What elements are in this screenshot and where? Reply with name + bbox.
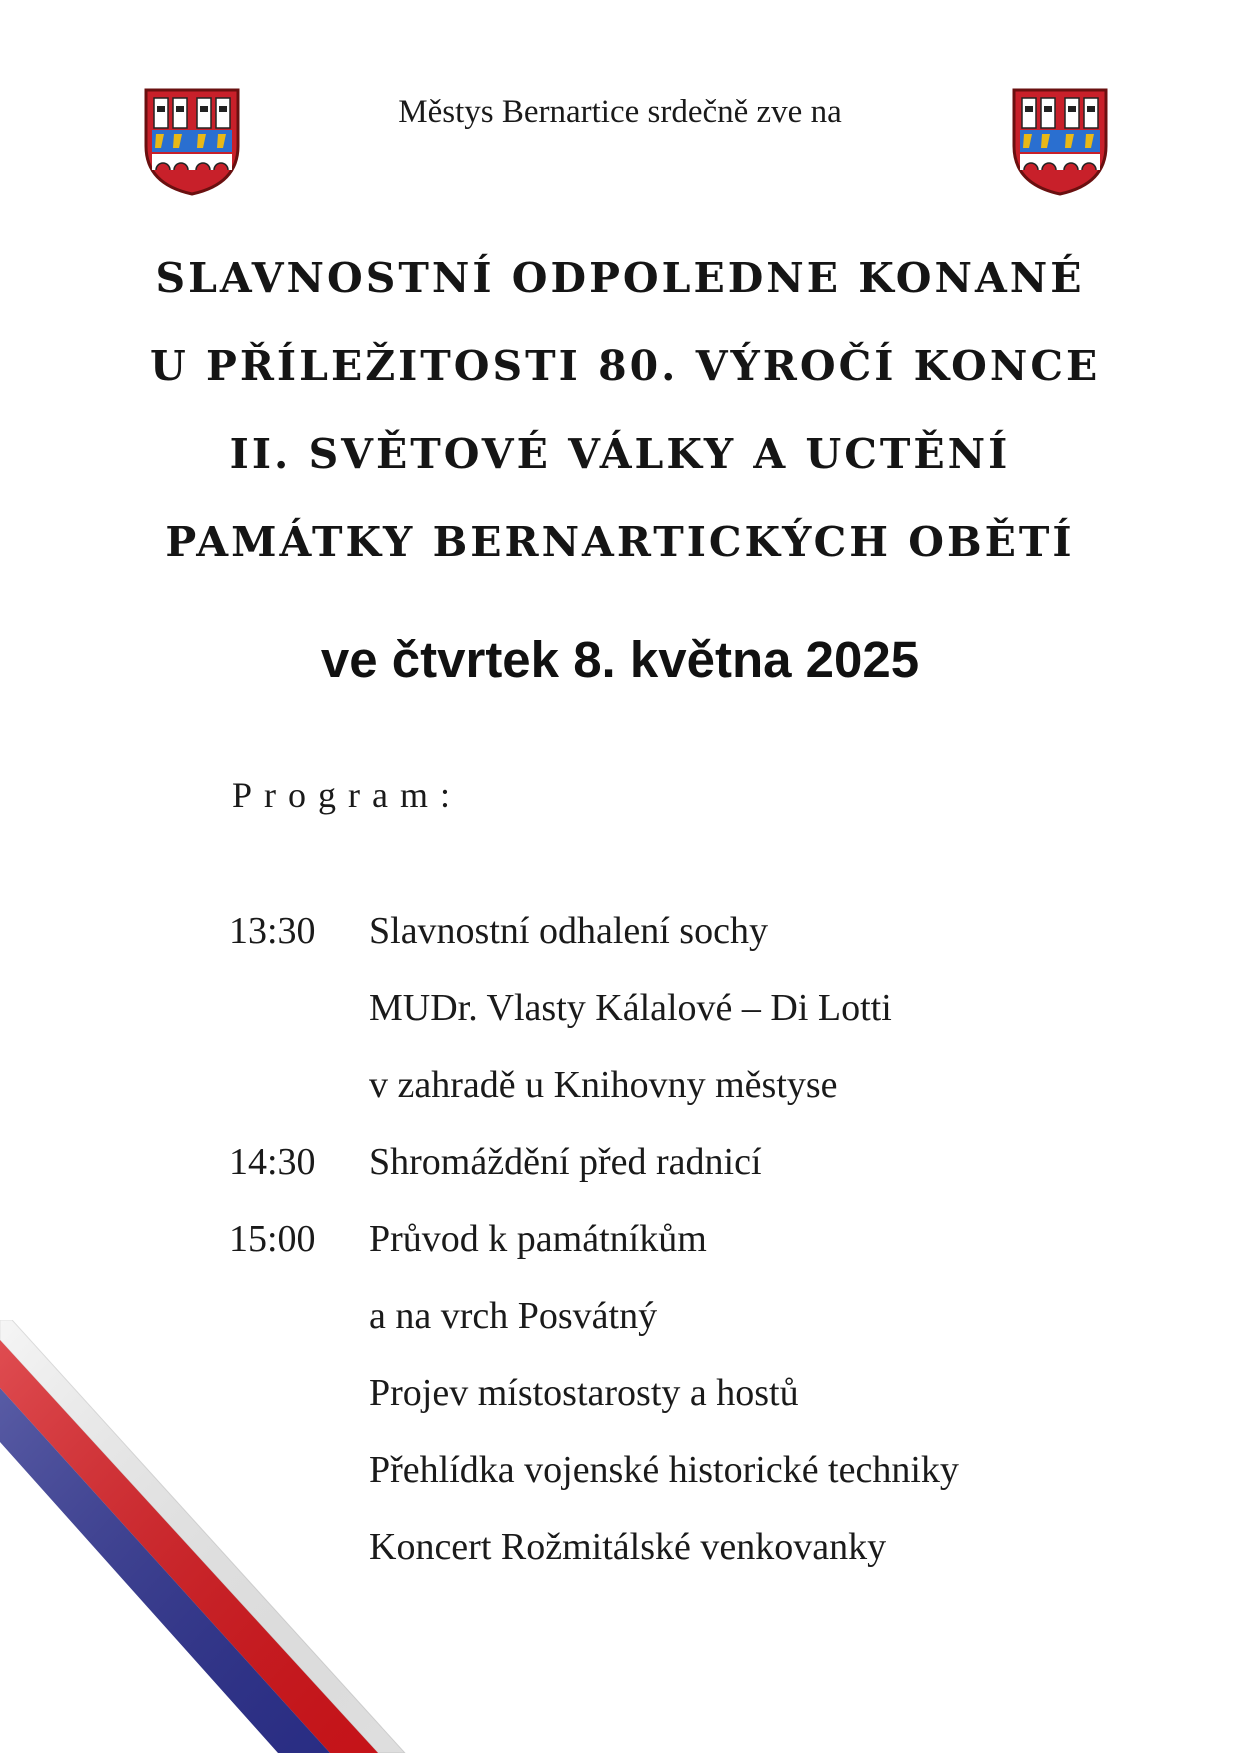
program-item: [229, 969, 1129, 1046]
program-time: 13:30: [229, 909, 316, 952]
tricolor-ribbon: [0, 1320, 460, 1753]
program-text: Průvod k památníkům: [369, 1217, 707, 1260]
title-line: PAMÁTKY BERNARTICKÝCH OBĚTÍ: [165, 518, 1075, 566]
program-text: Přehlídka vojenské historické techniky: [369, 1448, 959, 1491]
program-time: 15:00: [229, 1217, 316, 1260]
program-text: Slavnostní odhalení sochy: [369, 909, 768, 952]
program-time: 14:30: [229, 1140, 316, 1183]
event-title: [150, 234, 1101, 586]
program-item: [229, 1123, 1129, 1200]
program-item: [229, 1046, 1129, 1123]
program-text: Koncert Rožmitálské venkovanky: [369, 1525, 887, 1568]
program-text: Shromáždění před radnicí: [369, 1140, 762, 1183]
title-line: SLAVNOSTNÍ ODPOLEDNE KONANÉ: [155, 254, 1085, 302]
title-line: II. SVĚTOVÉ VÁLKY A UCTĚNÍ: [229, 430, 1011, 478]
program-item: [229, 892, 1129, 969]
program-heading: Program:: [232, 775, 462, 815]
program-text: Projev místostarosty a hostů: [369, 1371, 799, 1414]
invitation-line: Městys Bernartice srdečně zve na: [398, 94, 842, 130]
title-line: U PŘÍLEŽITOSTI 80. VÝROČÍ KONCE: [150, 342, 1101, 390]
program-text: MUDr. Vlasty Kálalové – Di Lotti: [369, 986, 892, 1029]
program-item: [229, 1200, 1129, 1277]
program-text: a na vrch Posvátný: [369, 1294, 658, 1337]
event-date: ve čtvrtek 8. května 2025: [320, 631, 920, 688]
program-text: v zahradě u Knihovny městyse: [369, 1063, 838, 1106]
